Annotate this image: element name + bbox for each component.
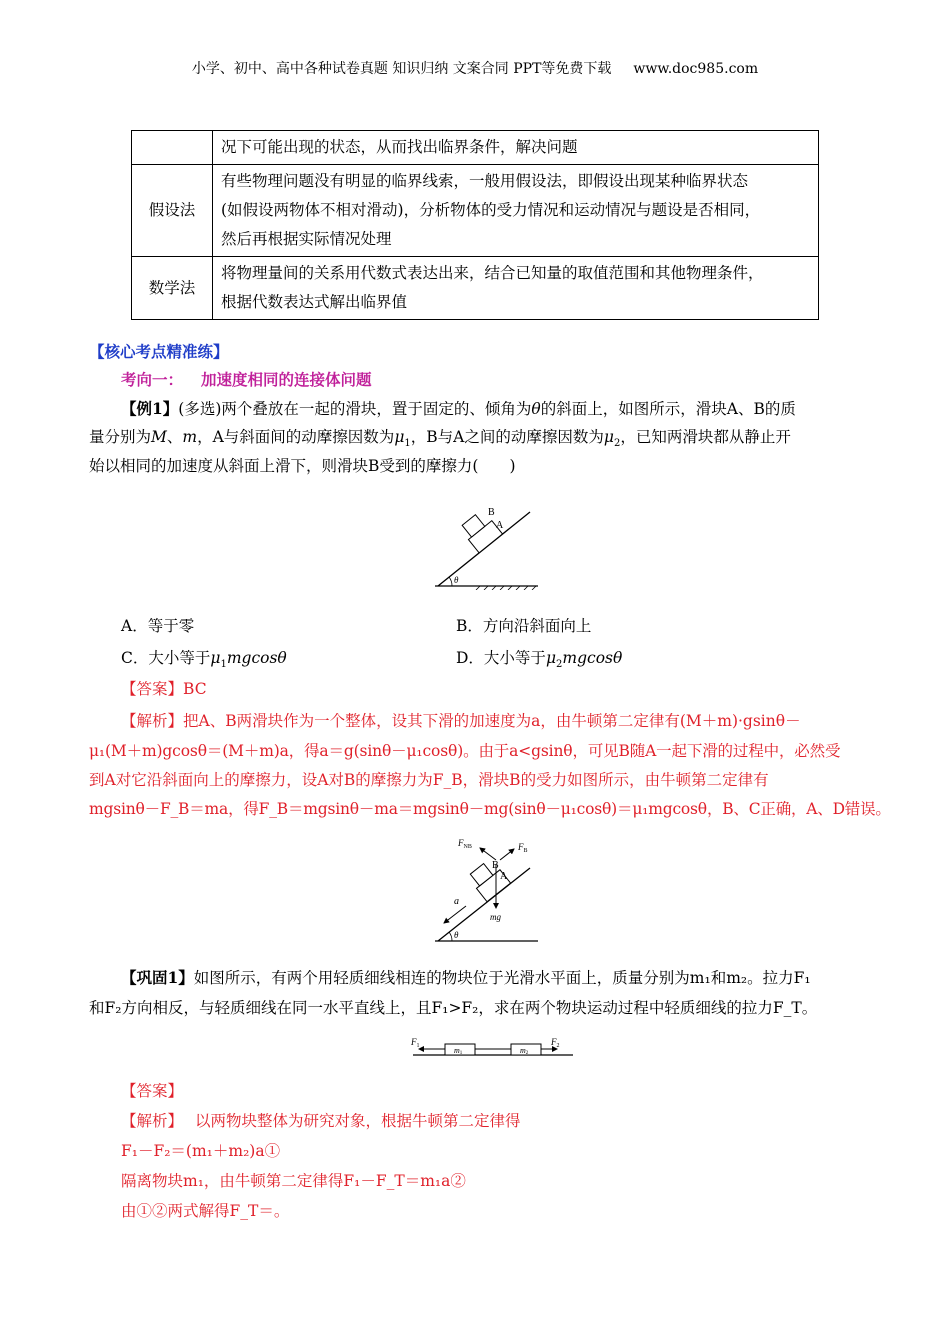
- accel-label: a: [454, 896, 459, 907]
- m2-label: m2: [520, 1046, 529, 1056]
- cell-line: 然后再根据实际情况处理: [221, 230, 392, 248]
- mass-m: m: [182, 428, 198, 446]
- label-theta: θ: [454, 930, 459, 940]
- example1-line3: 始以相同的加速度从斜面上滑下，则滑块B受到的摩擦力( ): [89, 457, 516, 475]
- table-row: [132, 165, 819, 257]
- page-header: [0, 58, 950, 78]
- f1-label: $F_1$: [411, 1037, 420, 1049]
- analysis-tag: 【解析】: [121, 1112, 184, 1130]
- table-label-math: 数学法: [132, 257, 213, 320]
- answer-tag: 【答案】: [121, 680, 184, 698]
- text: C．大小等于: [121, 649, 211, 667]
- label-theta: θ: [454, 575, 459, 585]
- label-a: A: [500, 871, 508, 882]
- text: D．大小等于: [456, 649, 546, 667]
- direction-label: 考向一：: [121, 370, 184, 389]
- force-diagram: [430, 828, 540, 946]
- text: 的斜面上，如图所示，滑块A、B的质: [540, 400, 796, 418]
- table-row: [132, 257, 819, 320]
- mg-label: mg: [490, 912, 501, 922]
- subscript: 2: [613, 438, 621, 450]
- analysis1-line4: mgsinθ－F_B＝ma，得F_B＝mgsinθ－ma＝mgsinθ－mg(sinθ－μ₁cosθ)＝μ₁mgcosθ，B、C正确，A、D错误。: [89, 800, 891, 818]
- formula: mgcosθ: [226, 649, 287, 667]
- analysis2-line4: 由①②两式解得F_T＝。: [121, 1202, 290, 1220]
- text: 把A、B两滑块作为一个整体，设其下滑的加速度为a，由牛顿第二定律有(M＋m)·gsinθ－: [183, 712, 801, 730]
- incline-figure: [430, 490, 540, 590]
- cell-line: 有些物理问题没有明显的临界线索，一般用假设法，即假设出现某种临界状态: [221, 172, 749, 190]
- mu-symbol: μ: [603, 428, 614, 446]
- analysis2-line1: [121, 1109, 521, 1131]
- header-text: 小学、初中、高中各种试卷真题 知识归纳 文案合同 PPT等免费下载: [191, 61, 612, 77]
- option-d: [456, 646, 622, 670]
- text: ，已知两滑块都从静止开: [620, 428, 791, 446]
- angle-arc: [449, 932, 452, 941]
- table-row: [132, 131, 819, 165]
- example1-line2: [89, 425, 791, 449]
- fb-label: $F_B$: [518, 842, 528, 854]
- table-cell: [213, 257, 819, 320]
- analysis1-line3: 到A对它沿斜面向上的摩擦力，设A对B的摩擦力为F_B，滑块B的受力如图所示，由牛顿第二定律有: [89, 771, 769, 789]
- analysis1-line1: [121, 709, 801, 731]
- header-site: www.doc985.com: [633, 61, 759, 77]
- subscript: 1: [404, 438, 411, 450]
- table-cell: [213, 165, 819, 257]
- analysis2-line2: F₁－F₂＝(m₁＋m₂)a①: [121, 1142, 281, 1160]
- text: 量分别为: [89, 428, 152, 446]
- text: 、: [166, 428, 183, 446]
- option-b: B．方向沿斜面向上: [456, 617, 592, 635]
- label-b: B: [488, 507, 495, 518]
- option-c: [121, 646, 287, 670]
- text: 如图所示，有两个用轻质细线相连的物块位于光滑水平面上，质量分别为m₁和m₂。拉力F₁: [193, 969, 811, 987]
- text: 以两物块整体为研究对象，根据牛顿第二定律得: [195, 1112, 521, 1130]
- blocks-figure: [405, 1034, 577, 1060]
- answer1: [121, 677, 207, 699]
- direction-heading: [121, 368, 372, 390]
- answer2-tag: 【答案】: [121, 1082, 184, 1100]
- mass-M: M: [151, 428, 167, 446]
- fb-arrow: [500, 849, 514, 860]
- label-b: B: [492, 860, 499, 871]
- accel-arrow: [444, 906, 466, 923]
- consolidate1-line2: 和F₂方向相反，与轻质细线在同一水平直线上，且F₁>F₂，求在两个物块运动过程中轻质细线的拉力F_T。: [89, 999, 818, 1017]
- fnb-arrow: [480, 848, 496, 860]
- answer-value: BC: [183, 680, 207, 698]
- table-cell-empty: [132, 131, 213, 165]
- table-label-assume: 假设法: [132, 165, 213, 257]
- cell-line: (如假设两物体不相对滑动)，分析物体的受力情况和运动情况与题设是否相同，: [221, 201, 761, 219]
- label-a: A: [496, 520, 504, 531]
- theta-symbol: θ: [531, 400, 541, 418]
- text: (多选)两个叠放在一起的滑块，置于固定的、倾角为: [178, 400, 532, 418]
- option-a: A．等于零: [121, 617, 195, 635]
- section-title: 【核心考点精准练】: [89, 342, 229, 361]
- table-cell: 况下可能出现的状态，从而找出临界条件，解决问题: [213, 131, 819, 165]
- cell-line: 将物理量间的关系用代数式表达出来，结合已知量的取值范围和其他物理条件，: [221, 264, 764, 282]
- mu-symbol: μ: [210, 649, 221, 667]
- text: ，A与斜面间的动摩擦因数为: [197, 428, 395, 446]
- formula: mgcosθ: [562, 649, 623, 667]
- subscript: 2: [556, 659, 563, 671]
- fnb-label: $F_{NB}$: [458, 838, 472, 850]
- f2-label: $F_2$: [551, 1037, 560, 1049]
- method-table: [131, 130, 819, 320]
- mu-symbol: μ: [394, 428, 405, 446]
- example1-line1: [121, 397, 796, 419]
- m1-label: m1: [454, 1046, 463, 1056]
- subscript: 1: [220, 659, 227, 671]
- example1-tag: 【例1】: [121, 399, 179, 418]
- analysis2-line3: 隔离物块m₁，由牛顿第二定律得F₁－F_T＝m₁a②: [121, 1172, 466, 1190]
- analysis1-line2: μ₁(M＋m)gcosθ＝(M＋m)a，得a＝g(sinθ－μ₁cosθ)。由于a<gsinθ，可见B随A一起下滑的过程中，必然受: [89, 742, 841, 760]
- direction-title: 加速度相同的连接体问题: [201, 370, 372, 389]
- mu-symbol: μ: [545, 649, 557, 667]
- analysis-tag: 【解析】: [121, 712, 184, 730]
- consolidate-tag: 【巩固1】: [121, 968, 194, 987]
- cell-line: 根据代数表达式解出临界值: [221, 293, 408, 311]
- consolidate1-line1: [121, 966, 811, 988]
- angle-arc: [449, 577, 452, 586]
- text: ，B与A之间的动摩擦因数为: [410, 428, 604, 446]
